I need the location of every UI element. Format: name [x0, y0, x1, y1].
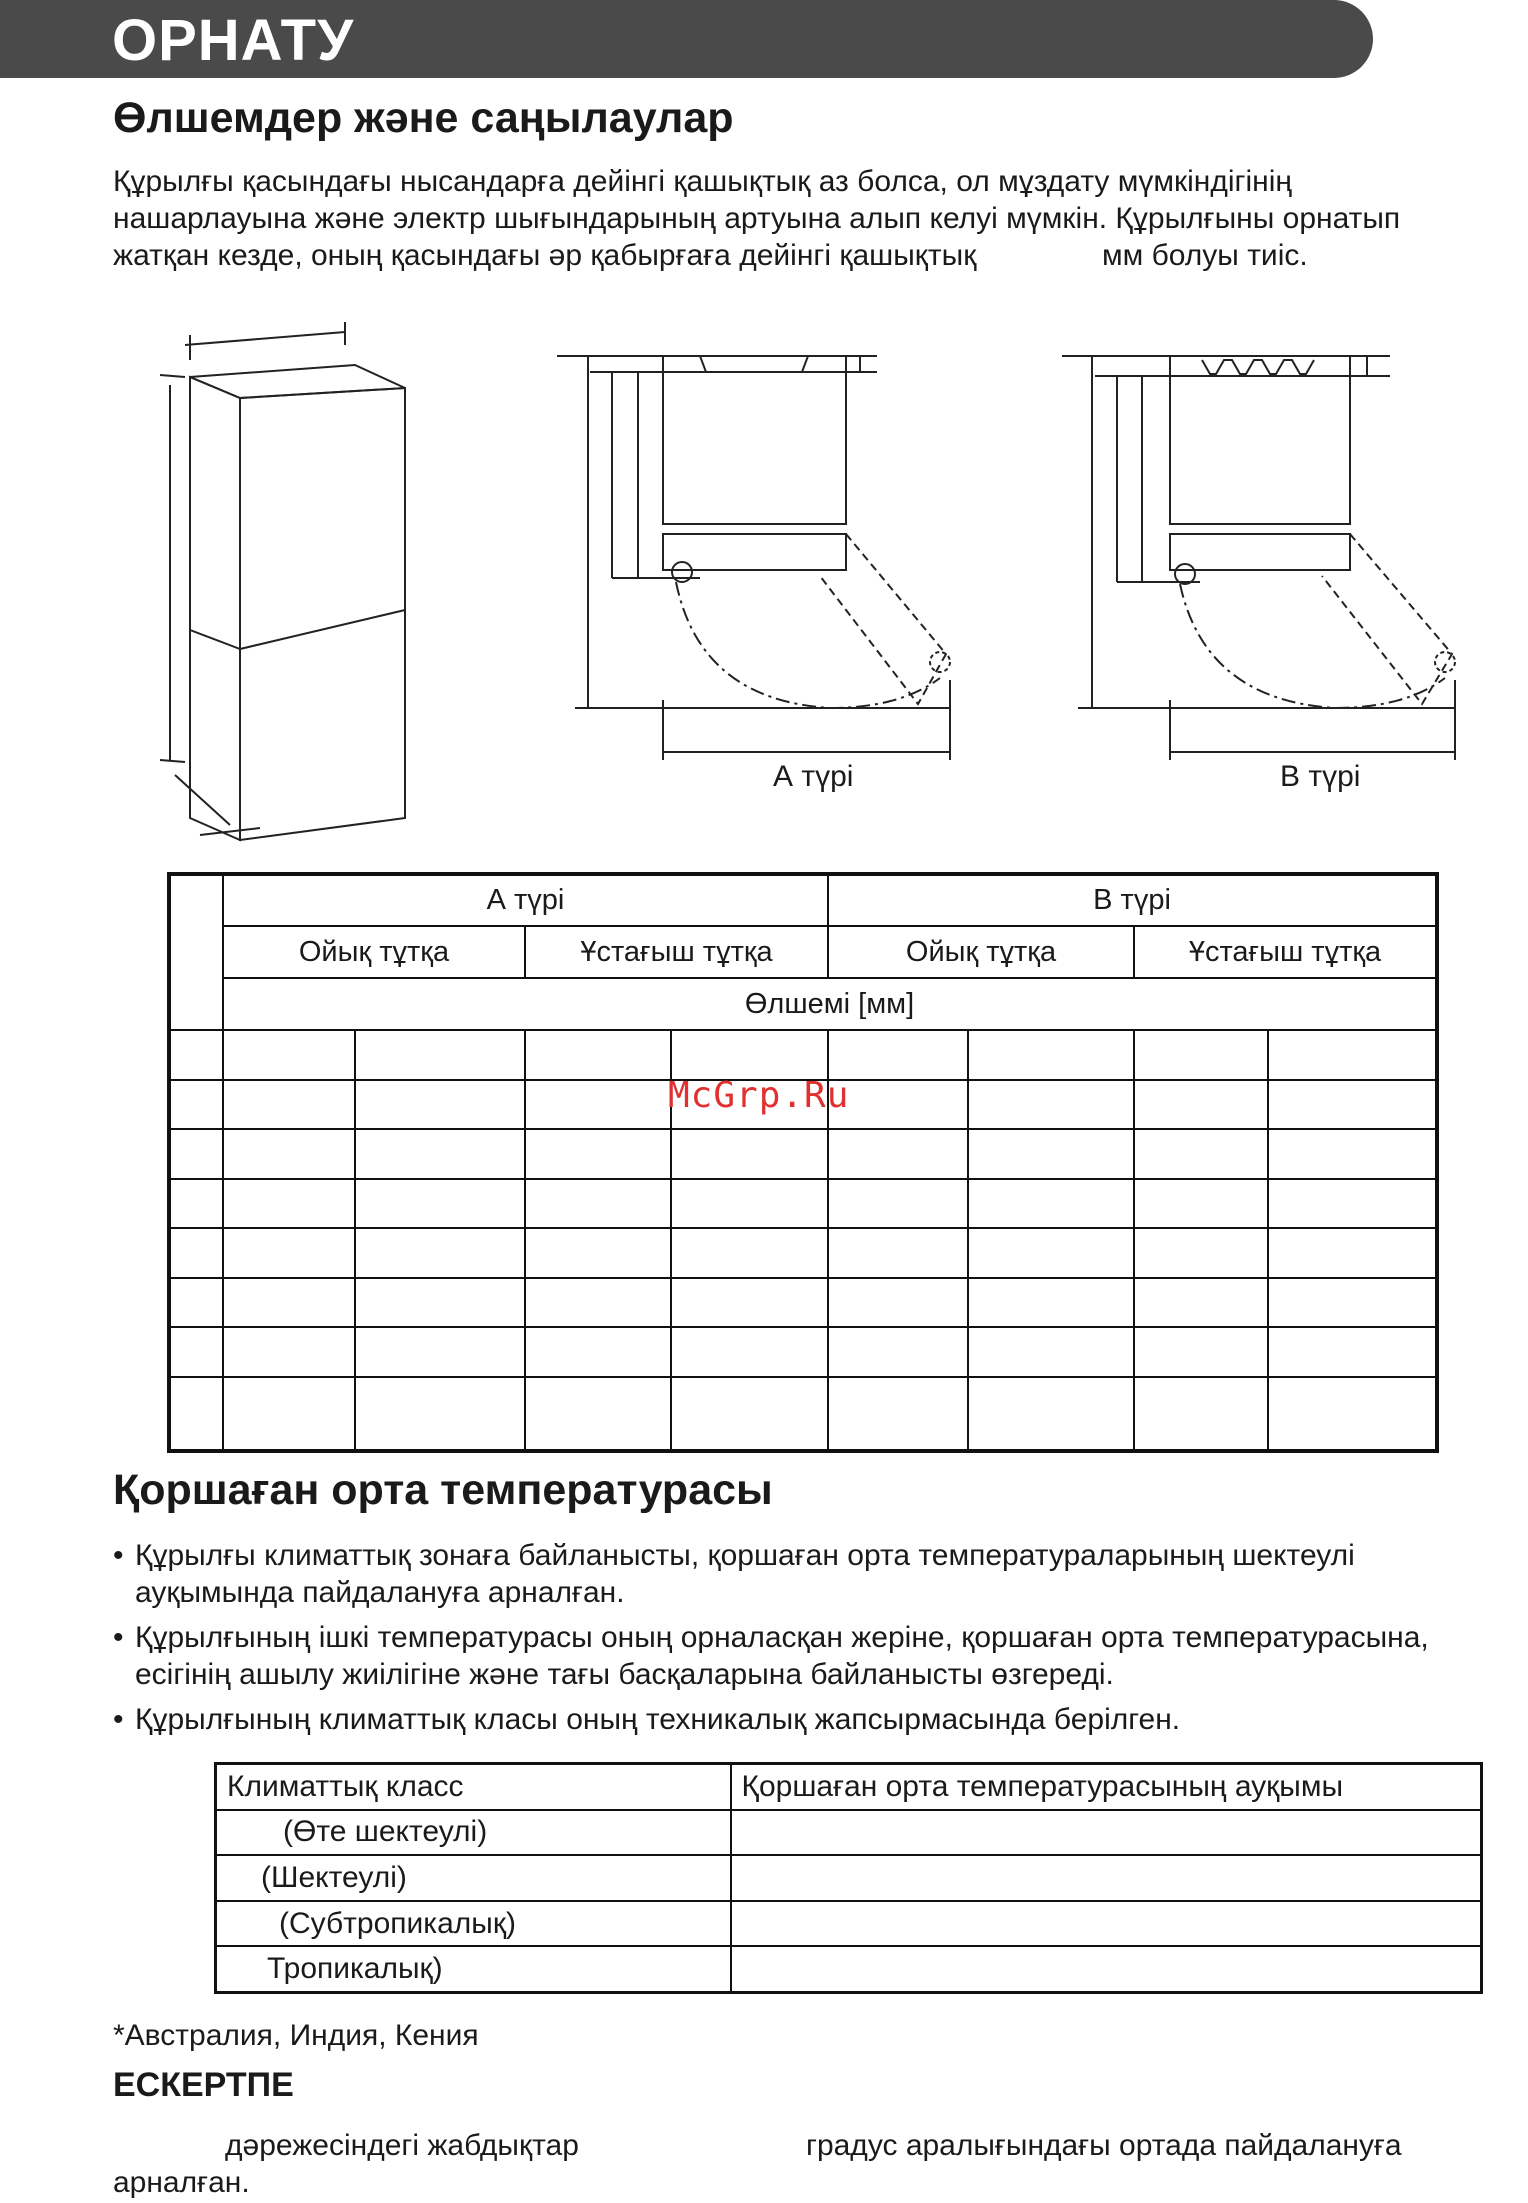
bullet-dot: •	[113, 1539, 124, 1572]
table-row: Тропикалық)	[216, 1946, 1482, 1992]
table-row	[169, 1030, 1437, 1080]
fridge-isometric-drawing	[160, 322, 405, 840]
bullet-item-2: • Құрылғының ішкі температурасы оның орналасқан жеріне, қоршаған орта температурасына, есігінің ашылу жиілігіне және тағы басқаларына байланысты өзгереді.	[113, 1621, 1429, 1691]
table-unit-row: Өлшемі [мм]	[223, 978, 1437, 1030]
dimensions-paragraph-line-3: жатқан кезде, оның қасындағы әр қабырғаға дейінгі қашықтық	[113, 239, 977, 272]
table-row	[169, 1129, 1437, 1179]
climate-table-header	[216, 1764, 1482, 1810]
note-title: ЕСКЕРТПЕ	[113, 2066, 294, 2104]
dimensions-paragraph-line-2: нашарлауына және электр шығындарының артуына алып келуі мүмкін. Құрылғыны орнатып	[113, 202, 1401, 235]
type-a-caption: А түрі	[773, 760, 854, 793]
note-text-part-2: градус аралығындағы ортада пайдалануға	[806, 2129, 1402, 2162]
type-b-plan-drawing	[1062, 356, 1455, 760]
table-row: (Шектеулі)	[216, 1855, 1482, 1901]
table-group-header-b: В түрі	[828, 874, 1437, 926]
table-subheader: Ұстағыш тұтқа	[525, 926, 828, 978]
type-b-caption: В түрі	[1280, 760, 1361, 793]
table-row	[169, 1179, 1437, 1229]
climate-header-range: Қоршаған орта температурасының ауқымы	[731, 1764, 1482, 1810]
bullet-item-1: • Құрылғы климаттық зонаға байланысты, қоршаған орта температураларының шектеулі ауқымында пайдалануға арналған.	[113, 1539, 1355, 1609]
table-subheader: Ойық тұтқа	[828, 926, 1134, 978]
table-subheader: Ұстағыш тұтқа	[1134, 926, 1437, 978]
temperature-heading: Қоршаған орта температурасы	[113, 1466, 773, 1514]
bullet-dot: •	[113, 1703, 124, 1736]
table-row	[169, 1377, 1437, 1451]
type-a-plan-drawing	[557, 356, 950, 760]
table-row	[169, 1278, 1437, 1328]
climate-footnote: *Австралия, Индия, Кения	[113, 2019, 479, 2052]
bullet-item-3: • Құрылғының климаттық класы оның техникалық жапсырмасында берілген.	[113, 1703, 1181, 1736]
dimensions-table	[167, 872, 1439, 1453]
table-subheader: Ойық тұтқа	[223, 926, 525, 978]
climate-header-class: Климаттық класс	[216, 1764, 731, 1810]
dimensions-heading: Өлшемдер және саңылаулар	[113, 94, 734, 142]
watermark-text: McGrp.Ru	[668, 1075, 850, 1116]
note-text-part-1: дәрежесіндегі жабдықтар	[225, 2129, 579, 2162]
climate-class-table	[214, 1762, 1483, 1994]
dimensions-paragraph-line-3-end: мм болуы тиіс.	[1102, 239, 1308, 272]
dimensions-paragraph-line-1: Құрылғы қасындағы нысандарға дейінгі қашықтық аз болса, ол мұздату мүмкіндігінің	[113, 165, 1292, 198]
page-title: ОРНАТУ	[112, 8, 355, 73]
bullet-dot: •	[113, 1621, 124, 1654]
table-row: (Субтропикалық)	[216, 1901, 1482, 1947]
table-row	[169, 1228, 1437, 1278]
table-row: (Өте шектеулі)	[216, 1810, 1482, 1856]
table-group-header-a: А түрі	[223, 874, 828, 926]
table-corner-cell	[169, 874, 223, 1030]
fridge-diagrams	[0, 0, 1528, 860]
note-text-line-2: арналған.	[113, 2166, 250, 2199]
table-row	[169, 1327, 1437, 1377]
